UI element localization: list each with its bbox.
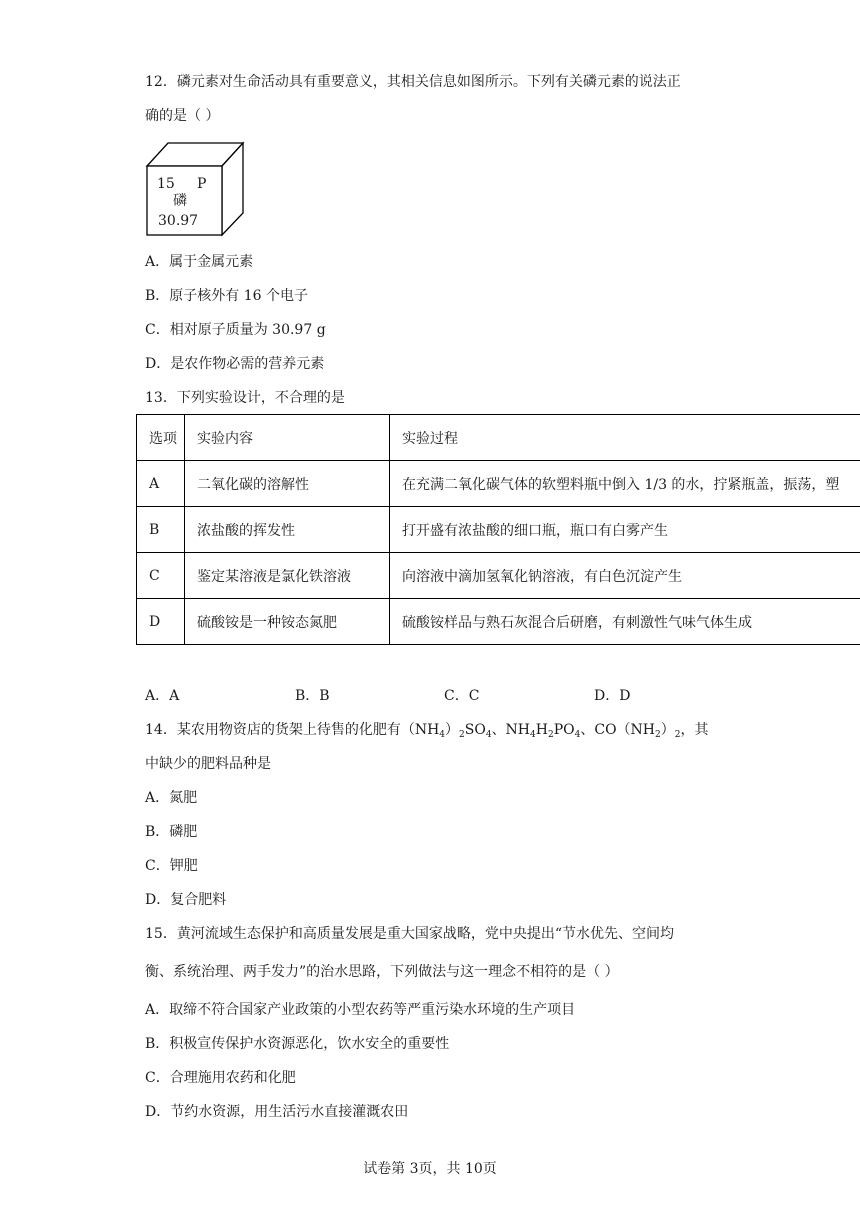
q13-stem: 13．下列实验设计，不合理的是 <box>145 390 345 406</box>
table-cell: 二氧化碳的溶解性 <box>185 461 390 507</box>
table-cell: A <box>137 461 185 507</box>
table-header-row <box>137 415 860 461</box>
q13-option-c: C．C <box>444 688 480 704</box>
q12-option-a: A．属于金属元素 <box>145 254 254 270</box>
table-row <box>137 599 860 645</box>
element-atomic-mass: 30.97 <box>158 213 199 229</box>
q13-option-a: A．A <box>145 688 180 704</box>
element-name: 磷 <box>173 193 187 209</box>
q14-stem-line1: 14．某农用物资店的货架上待售的化肥有$(NH_4)_2SO_4$、$NH_4H_2PO_4$、$CO(NH_2)_2$，其 <box>145 722 709 740</box>
table-header-cell: 选项 <box>137 415 185 461</box>
table-cell: 硫酸铵样品与熟石灰混合后研磨，有刺激性气味气体生成 <box>390 599 860 645</box>
experiment-table <box>136 414 860 645</box>
q14-option-a: A．氮肥 <box>145 790 198 806</box>
q15-option-a: A．取缔不符合国家产业政策的小型农药等严重污染水环境的生产项目 <box>145 1002 576 1018</box>
q14-option-c: C．钾肥 <box>145 858 198 874</box>
table-cell: 向溶液中滴加氢氧化钠溶液，有白色沉淀产生 <box>390 553 860 599</box>
q12-option-c: C．相对原子质量为 30.97 g <box>145 322 326 338</box>
q15-stem-line1: 15．黄河流域生态保护和高质量发展是重大国家战略，党中央提出“节水优先、空间均 <box>145 926 674 942</box>
q12-option-d: D．是农作物必需的营养元素 <box>145 356 325 372</box>
table-cell: 打开盛有浓盐酸的细口瓶，瓶口有白雾产生 <box>390 507 860 553</box>
element-symbol: P <box>197 176 207 192</box>
q12-stem-line1: 12．磷元素对生命活动具有重要意义，其相关信息如图所示。下列有关磷元素的说法正 <box>145 74 681 90</box>
q15-stem-line2: 衡、系统治理、两手发力”的治水思路，下列做法与这一理念不相符的是（ ） <box>145 964 619 980</box>
table-cell: B <box>137 507 185 553</box>
table-row <box>137 553 860 599</box>
element-cell-diagram <box>145 141 245 237</box>
table-cell: 鉴定某溶液是氯化铁溶液 <box>185 553 390 599</box>
q12-option-b: B．原子核外有 16 个电子 <box>145 288 309 304</box>
table-cell: D <box>137 599 185 645</box>
table-cell: 硫酸铵是一种铵态氮肥 <box>185 599 390 645</box>
page-footer: 试卷第 3页，共 10页 <box>363 1161 497 1177</box>
table-cell: C <box>137 553 185 599</box>
table-cell: 在充满二氧化碳气体的软塑料瓶中倒入 1/3 的水，拧紧瓶盖，振荡，塑 <box>390 461 860 507</box>
table-header-cell: 实验内容 <box>185 415 390 461</box>
table-cell: 浓盐酸的挥发性 <box>185 507 390 553</box>
table-row <box>137 461 860 507</box>
q13-option-b: B．B <box>295 688 330 704</box>
table-row <box>137 507 860 553</box>
q15-option-c: C．合理施用农药和化肥 <box>145 1070 296 1086</box>
q12-stem-line2: 确的是（ ） <box>145 108 220 124</box>
q14-option-d: D．复合肥料 <box>145 892 227 908</box>
q14-option-b: B．磷肥 <box>145 824 198 840</box>
table-header-cell: 实验过程 <box>390 415 860 461</box>
q14-stem-line2: 中缺少的肥料品种是 <box>145 756 271 772</box>
q15-option-d: D．节约水资源，用生活污水直接灌溉农田 <box>145 1104 409 1120</box>
q13-option-d: D．D <box>594 688 631 704</box>
element-atomic-number: 15 <box>157 176 175 192</box>
q15-option-b: B．积极宣传保护水资源恶化，饮水安全的重要性 <box>145 1036 450 1052</box>
